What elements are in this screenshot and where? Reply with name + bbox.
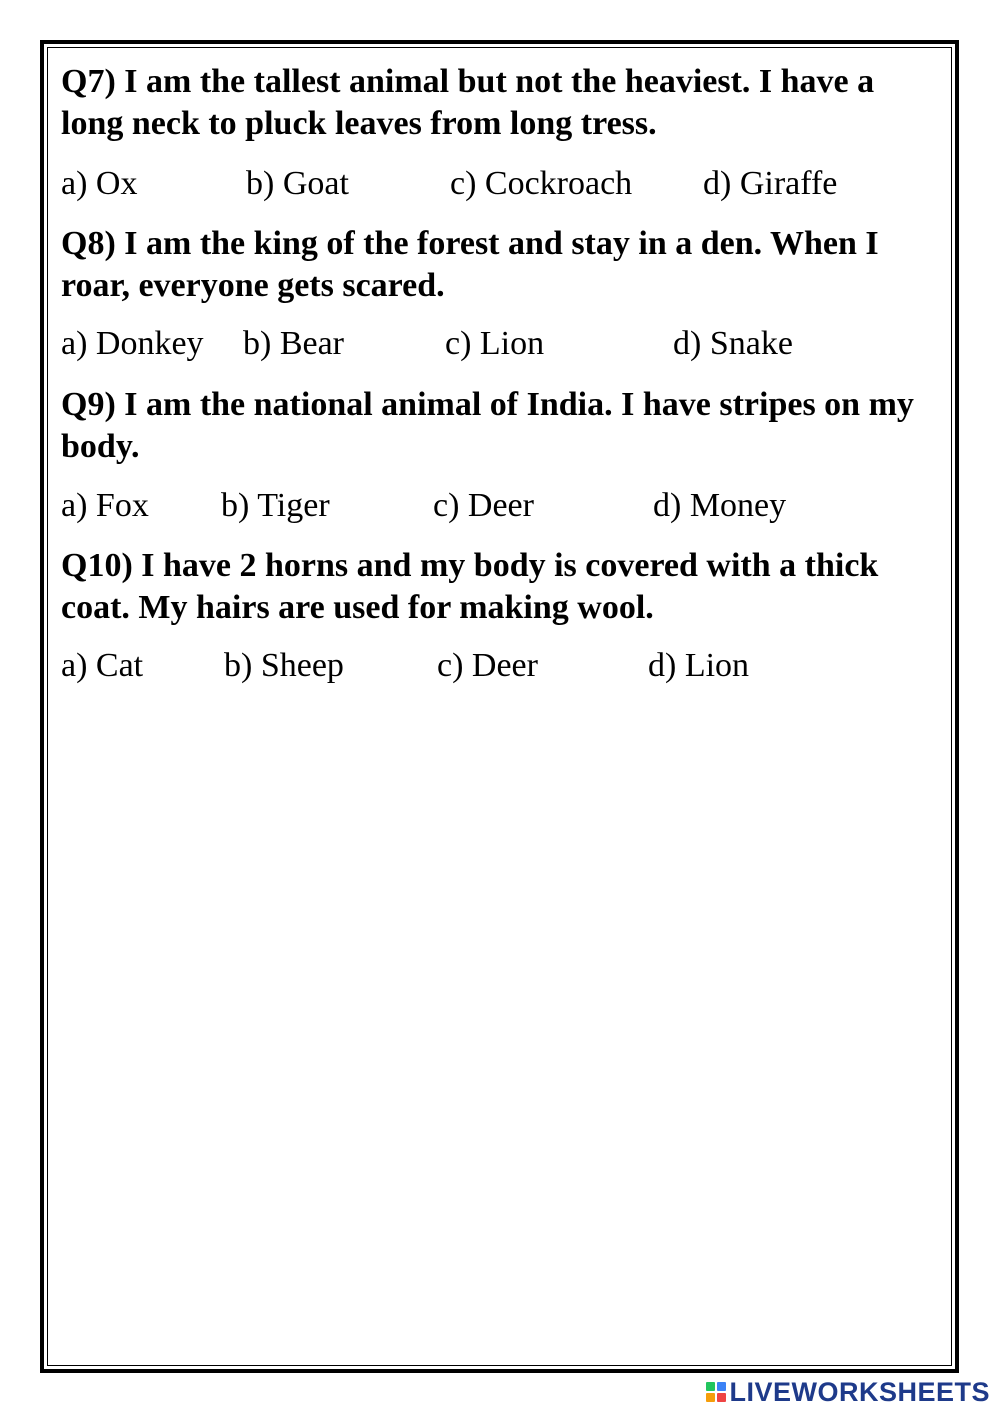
question-10: Q10) I have 2 horns and my body is covered with a thick coat. My hairs are used for making wool. [61,547,879,626]
question-9-option-c[interactable]: c) Deer [433,487,534,524]
logo-tile-4 [717,1393,726,1402]
liveworksheets-logo-icon [706,1382,726,1402]
question-10-option-c[interactable]: c) Deer [437,647,538,684]
question-8-option-b[interactable]: b) Bear [243,325,345,362]
question-7-option-a[interactable]: a) Ox [61,165,138,202]
logo-tile-3 [706,1393,715,1402]
question-10-option-d[interactable]: d) Lion [648,647,750,684]
question-10-option-b[interactable]: b) Sheep [224,647,344,684]
question-7-option-d[interactable]: d) Giraffe [703,165,838,202]
question-7: Q7) I am the tallest animal but not the heaviest. I have a long neck to pluck leaves from long tress. [61,63,875,142]
question-10-option-a[interactable]: a) Cat [61,647,144,684]
question-9: Q9) I am the national animal of India. I have stripes on my body. [61,386,914,465]
question-8: Q8) I am the king of the forest and stay in a den. When I roar, everyone gets scared. [61,225,879,304]
question-8-option-d[interactable]: d) Snake [673,325,793,362]
question-8-option-a[interactable]: a) Donkey [61,325,204,362]
question-9-option-d[interactable]: d) Money [653,487,787,524]
question-7-options [61,163,940,205]
question-9-options [61,485,940,527]
question-7-option-c[interactable]: c) Cockroach [450,165,633,202]
question-8-options [61,323,940,365]
question-8-option-c[interactable]: c) Lion [445,325,545,362]
question-7-option-b[interactable]: b) Goat [246,165,349,202]
question-9-option-a[interactable]: a) Fox [61,487,149,524]
logo-tile-1 [706,1382,715,1391]
logo-tile-2 [717,1382,726,1391]
question-9-option-b[interactable]: b) Tiger [221,487,330,524]
liveworksheets-logo-text: LIVEWORKSHEETS [729,1376,990,1407]
question-10-options [61,645,940,687]
liveworksheets-logo[interactable] [706,1377,990,1407]
